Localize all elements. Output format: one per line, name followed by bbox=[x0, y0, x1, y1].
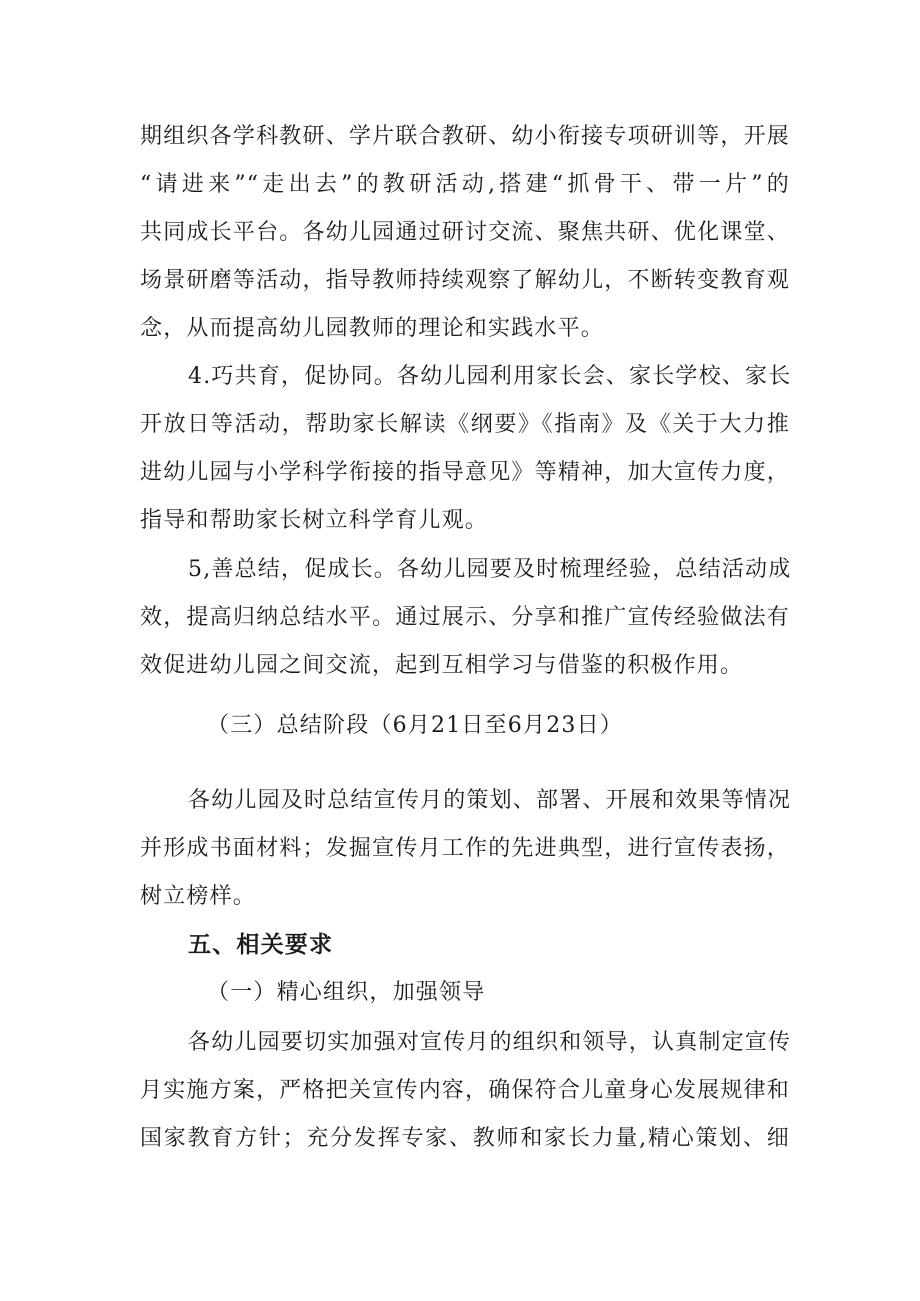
paragraph-line: 共同成长平台。各幼儿园通过研讨交流、聚焦共研、优化课堂、 bbox=[140, 220, 790, 245]
paragraph-line: 树立榜样。 bbox=[140, 884, 257, 909]
paragraph-line: 指导和帮助家长树立科学育儿观。 bbox=[140, 508, 489, 533]
paragraph-line: 月实施方案，严格把关宣传内容，确保符合儿童身心发展规律和 bbox=[140, 1078, 790, 1103]
paragraph-line: “请进来”“走出去”的教研活动,搭建“抓骨干、带一片”的 bbox=[140, 172, 790, 197]
paragraph-line: 各幼儿园及时总结宣传月的策划、部署、开展和效果等情况 bbox=[188, 788, 792, 813]
section-subheading: （三）总结阶段（6月21日至6月23日） bbox=[207, 713, 623, 738]
section-heading: 五、相关要求 bbox=[188, 932, 334, 958]
paragraph-line: 4.巧共育，促协同。各幼儿园利用家长会、家长学校、家长 bbox=[188, 364, 792, 389]
paragraph-line: 国家教育方针；充分发挥专家、教师和家长力量,精心策划、细 bbox=[140, 1126, 790, 1151]
paragraph-line: 5,善总结，促成长。各幼儿园要及时梳理经验，总结活动成 bbox=[188, 557, 792, 582]
paragraph-line: 念，从而提高幼儿园教师的理论和实践水平。 bbox=[140, 316, 605, 341]
paragraph-line: 各幼儿园要切实加强对宣传月的组织和领导，认真制定宣传 bbox=[188, 1030, 792, 1055]
paragraph-line: 进幼儿园与小学科学衔接的指导意见》等精神，加大宣传力度， bbox=[140, 460, 790, 485]
section-subheading: （一）精心组织，加强领导 bbox=[207, 980, 486, 1005]
paragraph-line: 效促进幼儿园之间交流，起到互相学习与借鉴的积极作用。 bbox=[140, 653, 744, 678]
paragraph-line: 效，提高归纳总结水平。通过展示、分享和推广宣传经验做法有 bbox=[140, 605, 790, 630]
paragraph-line: 期组织各学科教研、学片联合教研、幼小衔接专项研训等，开展 bbox=[140, 124, 790, 149]
paragraph-line: 场景研磨等活动，指导教师持续观察了解幼儿，不断转变教育观 bbox=[140, 268, 790, 293]
paragraph-line: 并形成书面材料；发掘宣传月工作的先进典型，进行宣传表扬， bbox=[140, 836, 790, 861]
paragraph-line: 开放日等活动，帮助家长解读《纲要》《指南》及《关于大力推 bbox=[140, 412, 790, 437]
